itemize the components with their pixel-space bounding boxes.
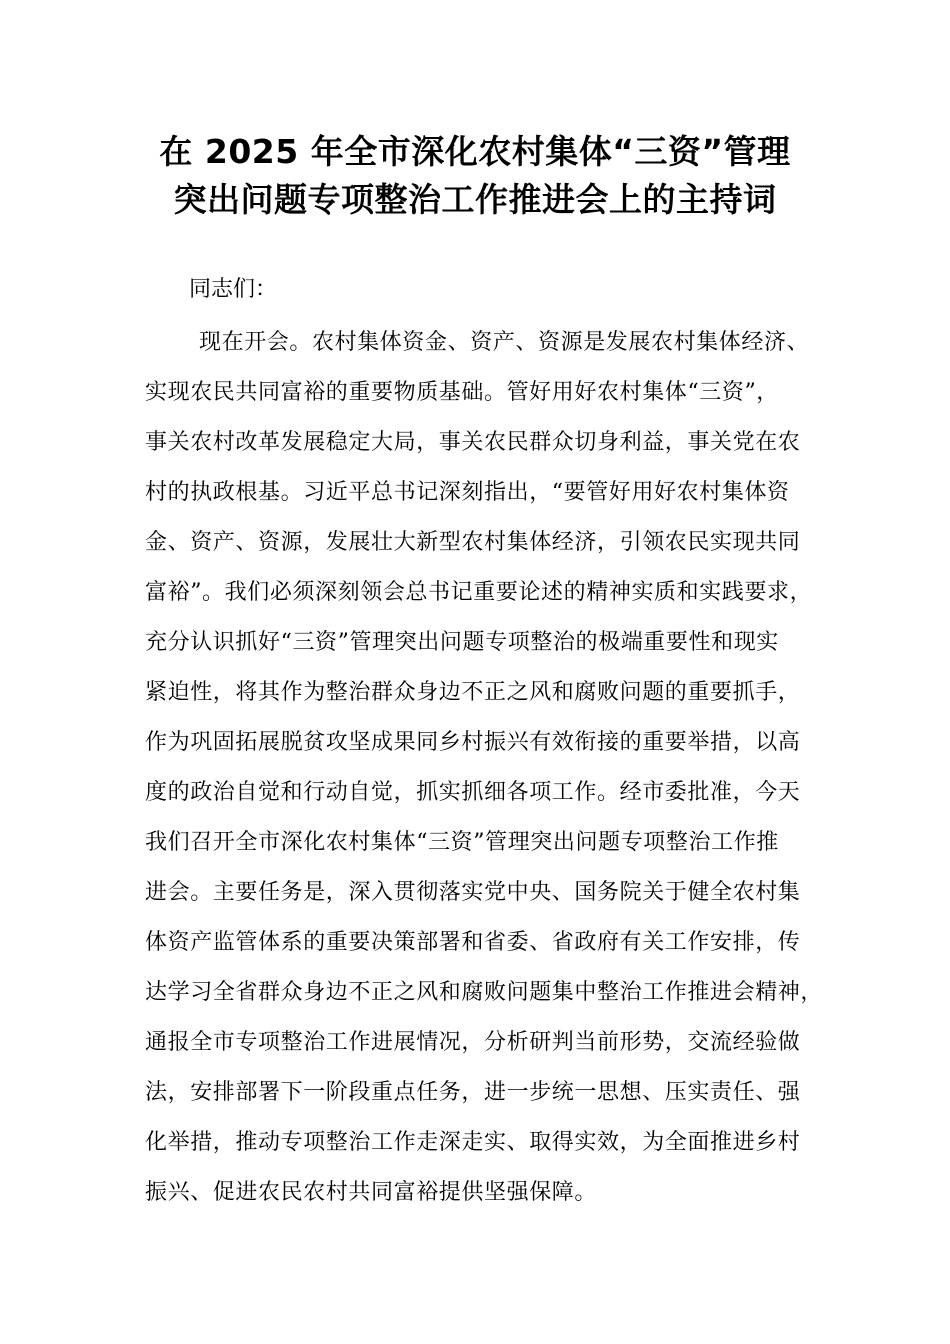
salutation: 同志们： bbox=[189, 277, 278, 302]
paragraph-line: 富裕”。我们必须深刻领会总书记重要论述的精神实质和实践要求， bbox=[145, 580, 813, 605]
paragraph-line: 化举措，推动专项整治工作走深走实、取得实效，为全面推进乡村 bbox=[145, 1130, 801, 1155]
paragraph-line: 通报全市专项整治工作进展情况，分析研判当前形势，交流经验做 bbox=[145, 1030, 801, 1055]
paragraph-line: 振兴、促进农民农村共同富裕提供坚强保障。 bbox=[145, 1180, 598, 1205]
paragraph-line: 法，安排部署下一阶段重点任务，进一步统一思想、压实责任、强 bbox=[145, 1080, 801, 1105]
paragraph-line: 现在开会。农村集体资金、资产、资源是发展农村集体经济、 bbox=[199, 330, 810, 355]
paragraph-line: 充分认识抓好“三资”管理突出问题专项整治的极端重要性和现实 bbox=[145, 630, 779, 655]
paragraph-line: 紧迫性，将其作为整治群众身边不正之风和腐败问题的重要抓手， bbox=[145, 680, 801, 705]
paragraph-line: 体资产监管体系的重要决策部署和省委、省政府有关工作安排，传 bbox=[145, 930, 801, 955]
title-line-2: 突出问题专项整治工作推进会上的主持词 bbox=[173, 180, 777, 219]
body-paragraph bbox=[145, 318, 824, 1218]
document-title bbox=[100, 128, 850, 224]
paragraph-line: 作为巩固拓展脱贫攻坚成果同乡村振兴有效衔接的重要举措，以高 bbox=[145, 730, 801, 755]
paragraph-line: 进会。主要任务是，深入贯彻落实党中央、国务院关于健全农村集 bbox=[145, 880, 801, 905]
paragraph-line: 度的政治自觉和行动自觉，抓实抓细各项工作。经市委批准，今天 bbox=[145, 780, 801, 805]
paragraph-line: 我们召开全市深化农村集体“三资”管理突出问题专项整治工作推 bbox=[145, 830, 779, 855]
title-line-1: 在 2025 年全市深化农村集体“三资”管理 bbox=[159, 132, 791, 171]
paragraph-line: 金、资产、资源，发展壮大新型农村集体经济，引领农民实现共同 bbox=[145, 530, 801, 555]
paragraph-line: 事关农村改革发展稳定大局，事关农民群众切身利益，事关党在农 bbox=[145, 430, 801, 455]
document-body bbox=[145, 262, 824, 1218]
paragraph-line: 达学习全省群众身边不正之风和腐败问题集中整治工作推进会精神， bbox=[145, 980, 824, 1005]
paragraph-line: 村的执政根基。习近平总书记深刻指出，“要管好用好农村集体资 bbox=[145, 480, 790, 505]
paragraph-line: 实现农民共同富裕的重要物质基础。管好用好农村集体“三资”， bbox=[145, 380, 779, 405]
